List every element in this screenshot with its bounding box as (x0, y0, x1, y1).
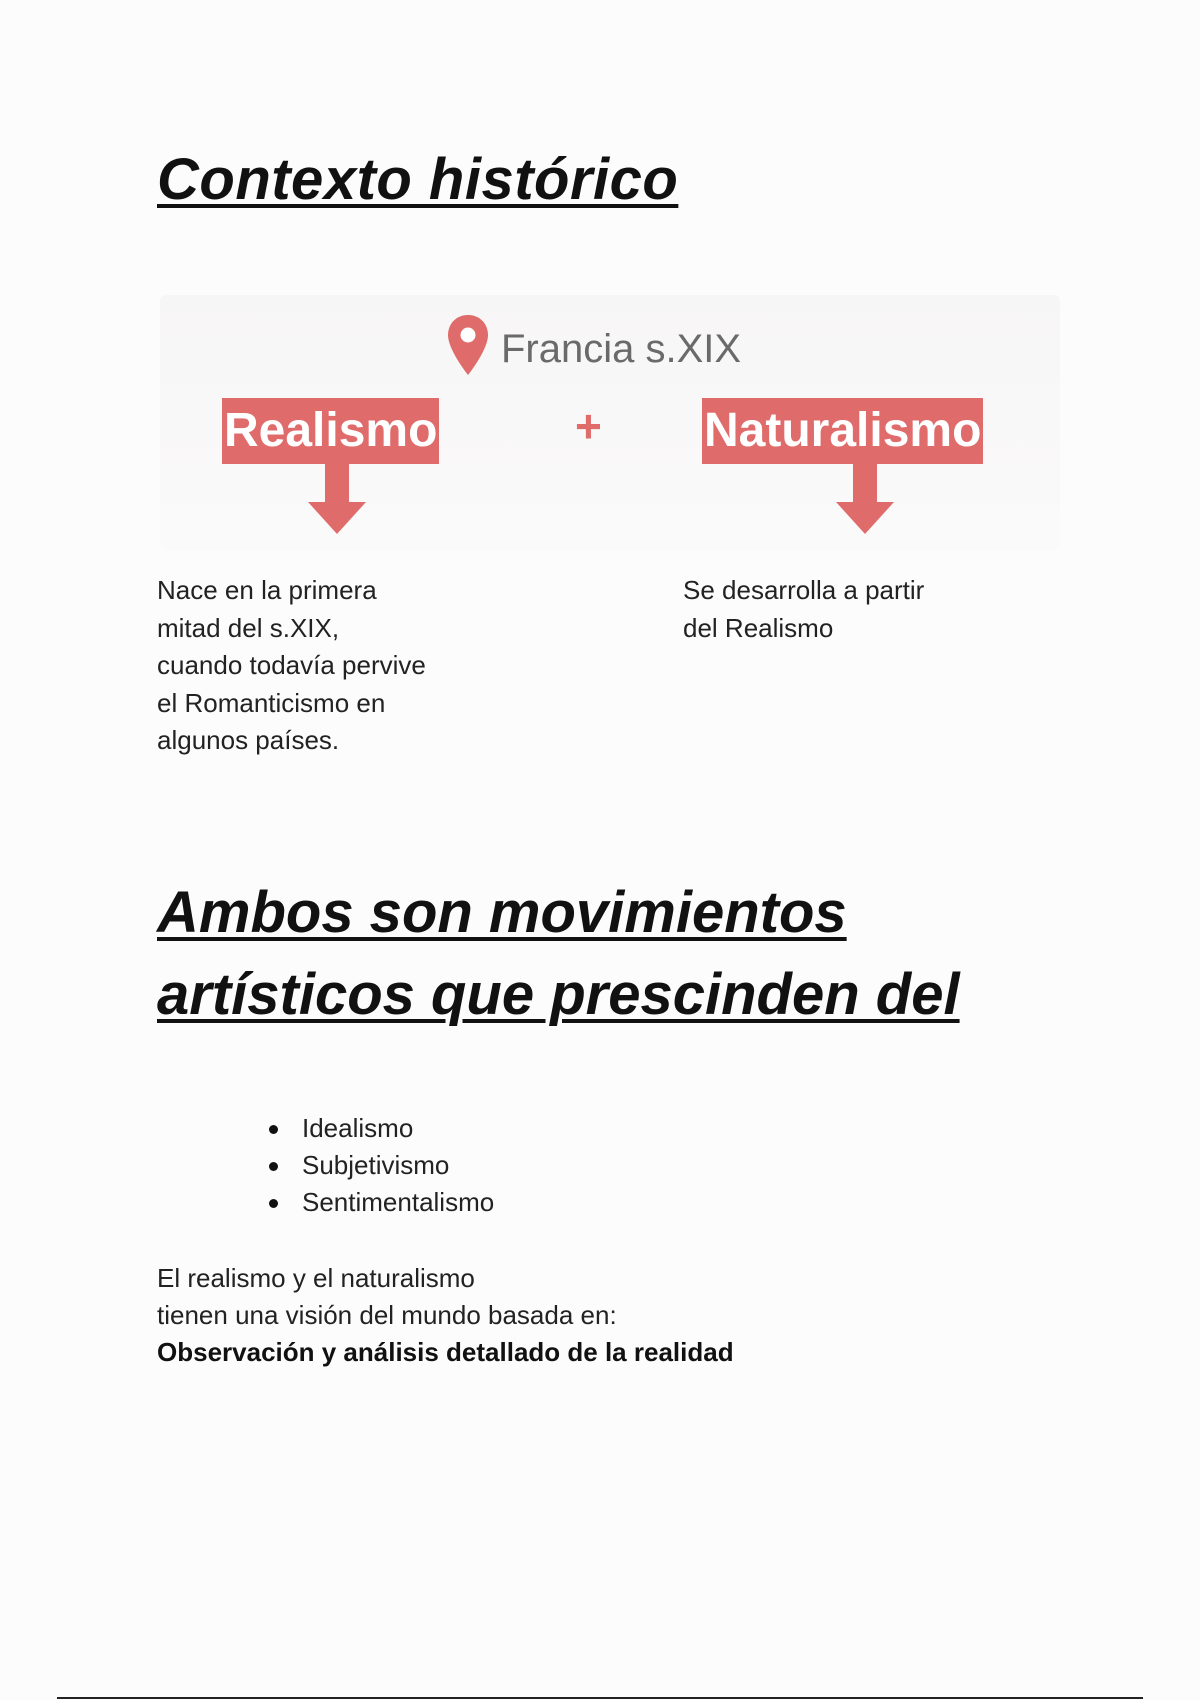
plus-sign: + (575, 400, 602, 452)
summary-paragraph (157, 1260, 734, 1371)
summary-line-2: tienen una visión del mundo basada en: (157, 1300, 617, 1330)
summary-line-1: El realismo y el naturalismo (157, 1263, 475, 1293)
location-label (445, 315, 741, 375)
naturalismo-label: Naturalismo (702, 398, 983, 464)
naturalismo-description: Se desarrolla a partir del Realismo (683, 575, 925, 643)
arrow-down-icon (308, 464, 366, 534)
list-item: Sentimentalismo (265, 1184, 494, 1221)
realismo-description: Nace en la primera mitad del s.XIX, cuando todavía pervive el Romanticismo en algunos países. (157, 575, 426, 755)
list-item: Subjetivismo (265, 1147, 494, 1184)
realismo-label: Realismo (222, 398, 439, 464)
page-divider (57, 1697, 1143, 1699)
arrow-down-icon (836, 464, 894, 534)
location-pin-icon (445, 313, 491, 377)
rejected-traits-list (265, 1110, 494, 1221)
list-item: Idealismo (265, 1110, 494, 1147)
movement-naturalismo (702, 398, 983, 464)
heading-contexto-historico: Contexto histórico (157, 147, 679, 212)
heading-ambos-movimientos: Ambos son movimientos artísticos que prescinden del (157, 880, 960, 1027)
movement-realismo (222, 398, 439, 464)
movements-graphic (160, 295, 1060, 550)
location-text: Francia s.XIX (501, 326, 742, 371)
summary-line-3: Observación y análisis detallado de la realidad (157, 1337, 734, 1367)
